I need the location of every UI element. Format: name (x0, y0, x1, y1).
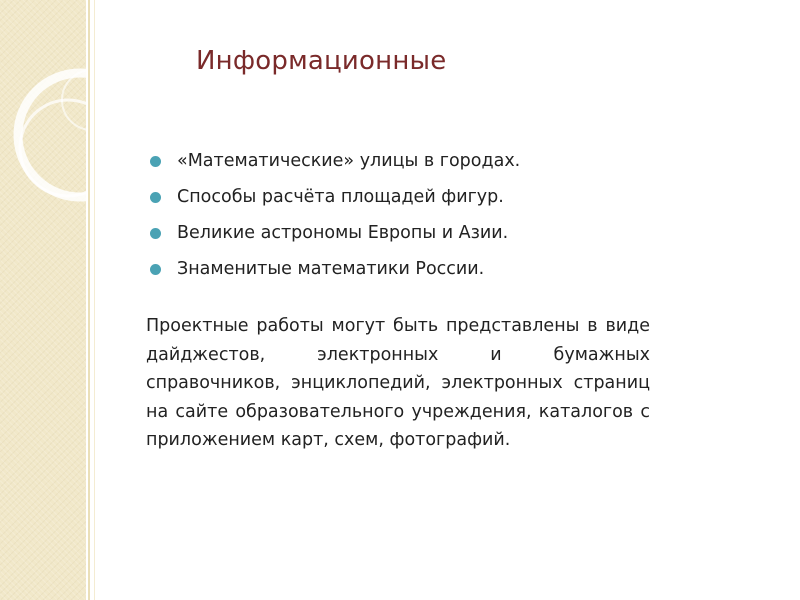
decorative-side-band (0, 0, 86, 600)
bullet-item (150, 184, 520, 220)
slide-title: Информационные (196, 46, 447, 76)
bullet-item (150, 220, 520, 256)
description-paragraph: Проектные работы могут быть представлены в виде дайджестов, электронных и бумажных справочников, энциклопедий, электронных страниц на сайте образовательного учреждения, каталогов с приложением карт, схем, фотографий. (146, 316, 650, 450)
bullet-item (150, 148, 520, 184)
bullet-item (150, 256, 520, 292)
decorative-rings-icon (0, 30, 86, 210)
bullet-text: «Математические» улицы в городах. (177, 151, 521, 171)
bullet-dot-icon (150, 156, 161, 167)
bullet-dot-icon (150, 228, 161, 239)
decorative-divider-thin (94, 0, 95, 600)
bullet-text: Знаменитые математики России. (177, 259, 485, 279)
bullet-list (150, 148, 520, 292)
bullet-dot-icon (150, 192, 161, 203)
decorative-divider (88, 0, 90, 600)
bullet-text: Способы расчёта площадей фигур. (177, 187, 504, 207)
bullet-dot-icon (150, 264, 161, 275)
bullet-text: Великие астрономы Европы и Азии. (177, 223, 509, 243)
